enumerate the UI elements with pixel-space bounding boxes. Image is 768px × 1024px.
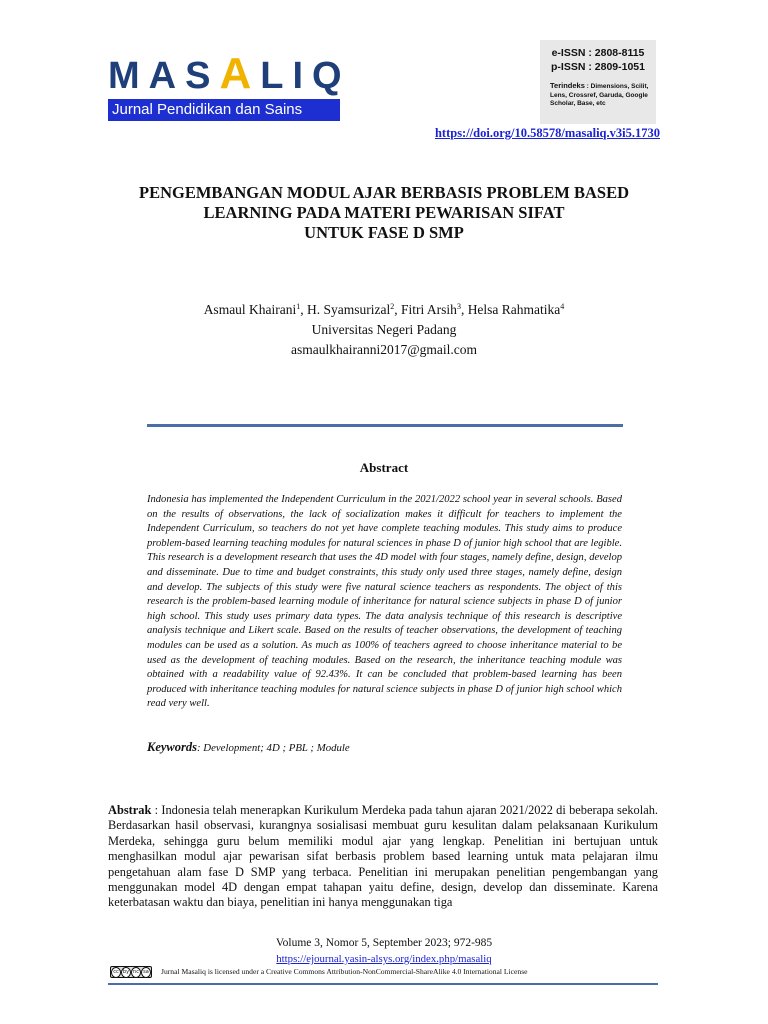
abstract-text: Indonesia has implemented the Independent Curriculum in the 2021/2022 school year in several schools. Based on the results of observations, the lack of socialization makes it difficult for teachers to implement the Independent Curriculum, so teachers do not yet have complete teaching modules. This study aims to produce problem-based learning teaching modules for natural sciences in phase D of junior high school that are legible. This research is a development research that uses the 4D model with four stages, namely define, design, develop and disseminate. Due to time and budget constraints, this study only used three stages, namely define, design and develop. The subjects of this study were five natural science teachers as respondents. The object of this research is the problem-based learning module of inheritance for natural science subjects in phase D of junior high school. This study uses primary data types. The data analysis technique of this research is descriptive analysis technique and Likert scale. Based on the results of teacher observations, the development of teaching modules can be used as a solution. As much as 100% of teachers agreed to choose inheritance material to be used as the development of teaching modules. Based on the research, the inheritance teaching module was obtained with a readability value of 92.43%. It can be concluded that problem-based learning has been produced with inheritance teaching modules for natural science subjects in phase D of junior high school which read very well. (147, 494, 622, 710)
logo-text-end: LIQ (260, 55, 351, 97)
author-block (100, 297, 668, 360)
author-name: , Helsa Rahmatika (460, 302, 561, 317)
keywords-list: : Development; 4D ; PBL ; Module (197, 742, 350, 754)
title-line: UNTUK FASE D SMP (304, 223, 464, 242)
logo-text-start: MAS (108, 55, 220, 97)
affiliation: Universitas Negeri Padang (311, 322, 457, 337)
footer-divider (108, 983, 658, 985)
author-index: 3 (456, 302, 461, 311)
nc-icon: nc (131, 967, 141, 978)
keywords-label: Keywords (147, 740, 197, 754)
indexed-label: Terindeks (550, 81, 585, 90)
issn-box (540, 40, 656, 124)
author-index: 1 (296, 302, 301, 311)
title-line: LEARNING PADA MATERI PEWARISAN SIFAT (203, 203, 565, 222)
doi-link[interactable]: https://doi.org/10.58578/masaliq.v3i5.1730 (434, 126, 660, 140)
indexed-list: : Dimensions, Scilit, Lens, Crossref, Garuda, Google Scholar, Base, etc (550, 83, 649, 107)
section-divider (147, 424, 623, 427)
p-issn: p-ISSN : 2809-1051 (551, 61, 645, 73)
e-issn: e-ISSN : 2808-8115 (551, 47, 645, 59)
author-index: 4 (560, 302, 565, 311)
abstrak-text: : Indonesia telah menerapkan Kurikulum Merdeka pada tahun ajaran 2021/2022 di beberapa sekolah. Berdasarkan hasil observasi, kurangnya sosialisasi membuat guru kesulitan dalam pelaksanaan Kurikulum Merdeka, sehingga guru belum memiliki modul ajar yang lengkap. Penelitian ini bertujuan untuk menghasilkan modul ajar pewarisan sifat berbasis problem based learning untuk mata pelajaran ilmu pengetahuan alam fase D SMP yang terbaca. Penelitian ini merupakan penelitian pengembangan yang menggunakan model 4D dengan empat tahapan yaitu define, design, develop dan disseminate. Karena keterbatasan waktu dan biaya, penelitian ini hanya menggunakan tiga (108, 803, 658, 910)
author-list (100, 297, 668, 320)
footer-volume: Volume 3, Nomor 5, September 2023; 972-985 (275, 937, 493, 949)
article-title (100, 183, 668, 243)
indexing-info (540, 82, 656, 109)
by-icon: by (121, 967, 131, 978)
title-line: PENGEMBANGAN MODUL AJAR BERBASIS PROBLEM BASED (138, 183, 630, 202)
license-text: Jurnal Masaliq is licensed under a Creative Commons Attribution-NonCommercial-ShareAlike 4.0 International License (161, 967, 528, 976)
logo-accent-letter: A (219, 49, 261, 98)
abstract-heading: Abstract (359, 460, 409, 475)
journal-logo (108, 49, 351, 98)
author-email: asmaulkhairanni2017@gmail.com (290, 342, 477, 357)
sa-icon: sa (141, 967, 151, 978)
author-name: , H. Syamsurizal (300, 302, 391, 317)
author-name: , Fitri Arsih (394, 302, 457, 317)
cc-icon: cc (111, 967, 121, 978)
author-name: Asmaul Khairani (203, 302, 297, 317)
keywords (147, 740, 622, 755)
journal-name-banner: Jurnal Pendidikan dan Sains (108, 99, 340, 121)
cc-license-badge[interactable] (110, 966, 152, 978)
author-index: 2 (390, 302, 395, 311)
footer-journal-link[interactable]: https://ejournal.yasin-alsys.org/index.php/masaliq (276, 953, 492, 965)
abstrak-label: Abstrak (108, 803, 152, 817)
abstrak-paragraph (108, 803, 658, 911)
